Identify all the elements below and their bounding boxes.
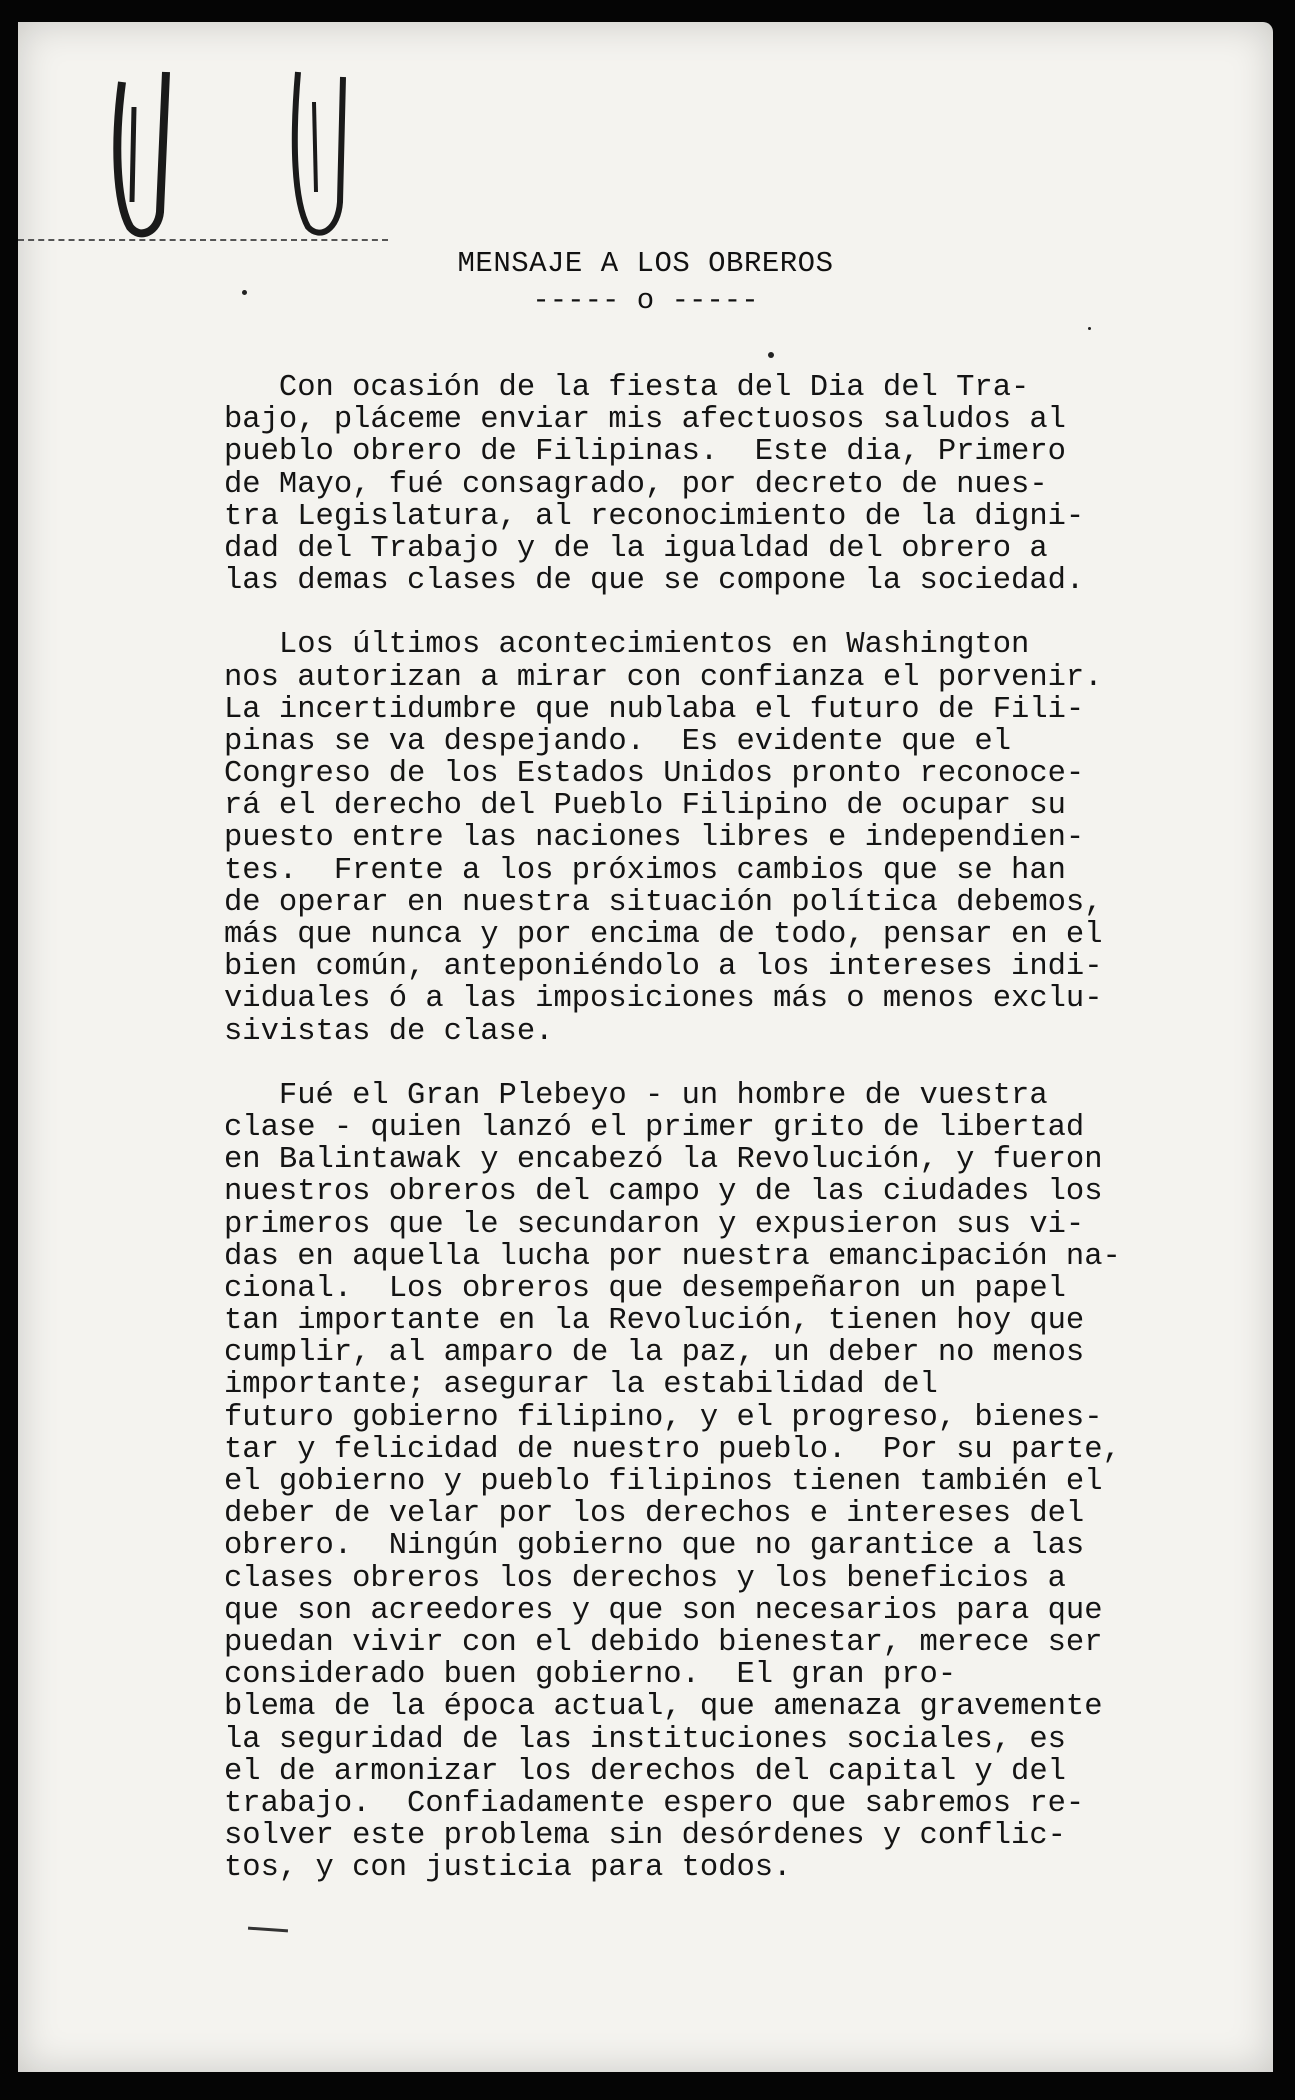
text-line: La incertidumbre que nublaba el futuro de Fili- — [224, 692, 1085, 727]
text-line: puesto entre las naciones libres e independien- — [224, 821, 1085, 856]
text-line: blema de la época actual, que amenaza gravemente — [224, 1690, 1103, 1725]
text-line: tes. Frente a los próximos cambios que se han — [224, 853, 1066, 888]
text-line: futuro gobierno filipino, y el progreso, bienes- — [224, 1400, 1103, 1435]
text-line: tar y felicidad de nuestro pueblo. Por su parte, — [224, 1432, 1121, 1467]
text-line: cional. Los obreros que desempeñaron un papel — [224, 1271, 1066, 1306]
text-line: Congreso de los Estados Unidos pronto reconoce- — [224, 757, 1085, 792]
text-line: nos autorizan a mirar con confianza el porvenir. — [224, 660, 1103, 695]
text-line: la seguridad de las instituciones sociales, es — [224, 1722, 1066, 1757]
text-line: pinas se va despejando. Es evidente que el — [224, 724, 1012, 759]
text-line: el de armonizar los derechos del capital y del — [224, 1754, 1066, 1789]
text-line: tra Legislatura, al reconocimiento de la digni- — [224, 499, 1085, 534]
paragraph — [224, 1080, 1204, 1885]
ink-speck — [1088, 327, 1091, 330]
text-line: cumplir, al amparo de la paz, un deber no menos — [224, 1336, 1085, 1371]
text-line: Con ocasión de la fiesta del Dia del Tra- — [224, 371, 1030, 405]
text-line: tos, y con justicia para todos. — [224, 1851, 792, 1886]
text-line: que son acreedores y que son necesarios para que — [224, 1593, 1103, 1628]
text-line: clase - quien lanzó el primer grito de libertad — [224, 1110, 1085, 1145]
title-divider: ----- o ----- — [532, 284, 759, 317]
ink-speck — [242, 290, 247, 295]
text-line: puedan vivir con el debido bienestar, merece ser — [224, 1625, 1103, 1660]
paper-clip-icon — [110, 52, 172, 242]
text-line: dad del Trabajo y de la igualdad del obrero a — [224, 531, 1048, 566]
text-line: clases obreros los derechos y los beneficios a — [224, 1561, 1066, 1596]
paragraph — [224, 629, 1204, 1047]
text-line: las demas clases de que se compone la sociedad. — [224, 564, 1085, 599]
text-line: nuestros obreros del campo y de las ciudades los — [224, 1175, 1103, 1210]
text-line: obrero. Ningún gobierno que no garantice a las — [224, 1529, 1085, 1564]
text-line: de operar en nuestra situación política debemos, — [224, 885, 1103, 920]
text-line: trabajo. Confiadamente espero que sabremos re- — [224, 1786, 1085, 1821]
paragraph — [224, 372, 1204, 597]
text-line: primeros que le secundaron y expusieron sus vi- — [224, 1207, 1085, 1242]
text-line: rá el derecho del Pueblo Filipino de ocupar su — [224, 789, 1066, 824]
text-line: tan importante en la Revolución, tienen hoy que — [224, 1304, 1085, 1339]
document-title: MENSAJE A LOS OBREROS — [457, 247, 834, 280]
text-line: bien común, anteponiéndolo a los intereses indi- — [224, 950, 1103, 985]
document-page — [18, 22, 1273, 2072]
text-line: sivistas de clase. — [224, 1014, 554, 1049]
text-line: bajo, pláceme enviar mis afectuosos saludos al — [224, 403, 1066, 438]
text-line: más que nunca y por encima de todo, pensar en el — [224, 918, 1103, 952]
ink-speck — [768, 352, 774, 358]
text-line: Fué el Gran Plebeyo - un hombre de vuestra — [224, 1078, 1048, 1113]
text-line: solver este problema sin desórdenes y conflic- — [224, 1819, 1066, 1854]
text-line: considerado buen gobierno. El gran pro- — [224, 1658, 957, 1693]
text-line: de Mayo, fué consagrado, por decreto de nues- — [224, 467, 1048, 502]
text-line: viduales ó a las imposiciones más o menos exclu- — [224, 982, 1103, 1017]
document-body — [224, 372, 1204, 1916]
paper-clip-icon — [288, 52, 350, 242]
text-line: el gobierno y pueblo filipinos tienen también el — [224, 1465, 1103, 1499]
text-line: deber de velar por los derechos e intereses del — [224, 1497, 1085, 1532]
text-line: pueblo obrero de Filipinas. Este dia, Primero — [224, 435, 1066, 470]
ink-mark — [248, 1927, 288, 1933]
text-line: Los últimos acontecimientos en Washington — [224, 628, 1030, 663]
text-line: en Balintawak y encabezó la Revolución, y fueron — [224, 1143, 1103, 1178]
text-line: importante; asegurar la estabilidad del — [224, 1368, 938, 1403]
text-line: das en aquella lucha por nuestra emancipación na- — [224, 1239, 1121, 1274]
